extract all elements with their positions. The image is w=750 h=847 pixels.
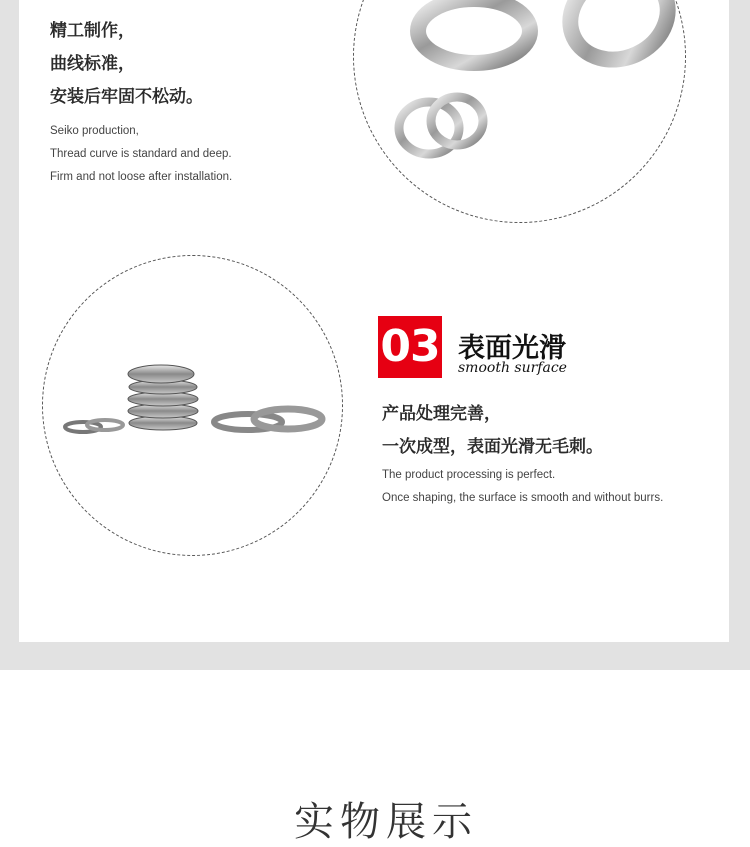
- feature1-en-line: Seiko production,: [50, 125, 139, 137]
- feature3-en-line: Once shaping, the surface is smooth and without burrs.: [382, 492, 664, 504]
- feature3-zh-line: 产品处理完善，: [382, 404, 501, 424]
- feature3-en-line: The product processing is perfect.: [382, 469, 556, 481]
- feature3-product-image: [42, 255, 343, 556]
- feature1-zh-line: 精工制作，: [50, 21, 135, 41]
- feature3-title: 表面光滑: [458, 333, 566, 364]
- feature3-text: [382, 398, 663, 510]
- washer-stack-illustration: [43, 256, 342, 555]
- feature1-zh-line: 安装后牢固不松动。: [50, 87, 203, 107]
- feature1-en-line: Firm and not loose after installation.: [50, 171, 233, 183]
- feature1-text: [50, 15, 232, 189]
- feature-number-badge: 03: [378, 316, 442, 378]
- section-title: 实物展示: [294, 799, 478, 845]
- feature3-subtitle: smooth surface: [458, 360, 567, 376]
- feature1-zh-line: 曲线标准，: [50, 54, 135, 74]
- feature1-en-line: Thread curve is standard and deep.: [50, 148, 232, 160]
- feature3-zh-line: 一次成型，表面光滑无毛刺。: [382, 437, 603, 457]
